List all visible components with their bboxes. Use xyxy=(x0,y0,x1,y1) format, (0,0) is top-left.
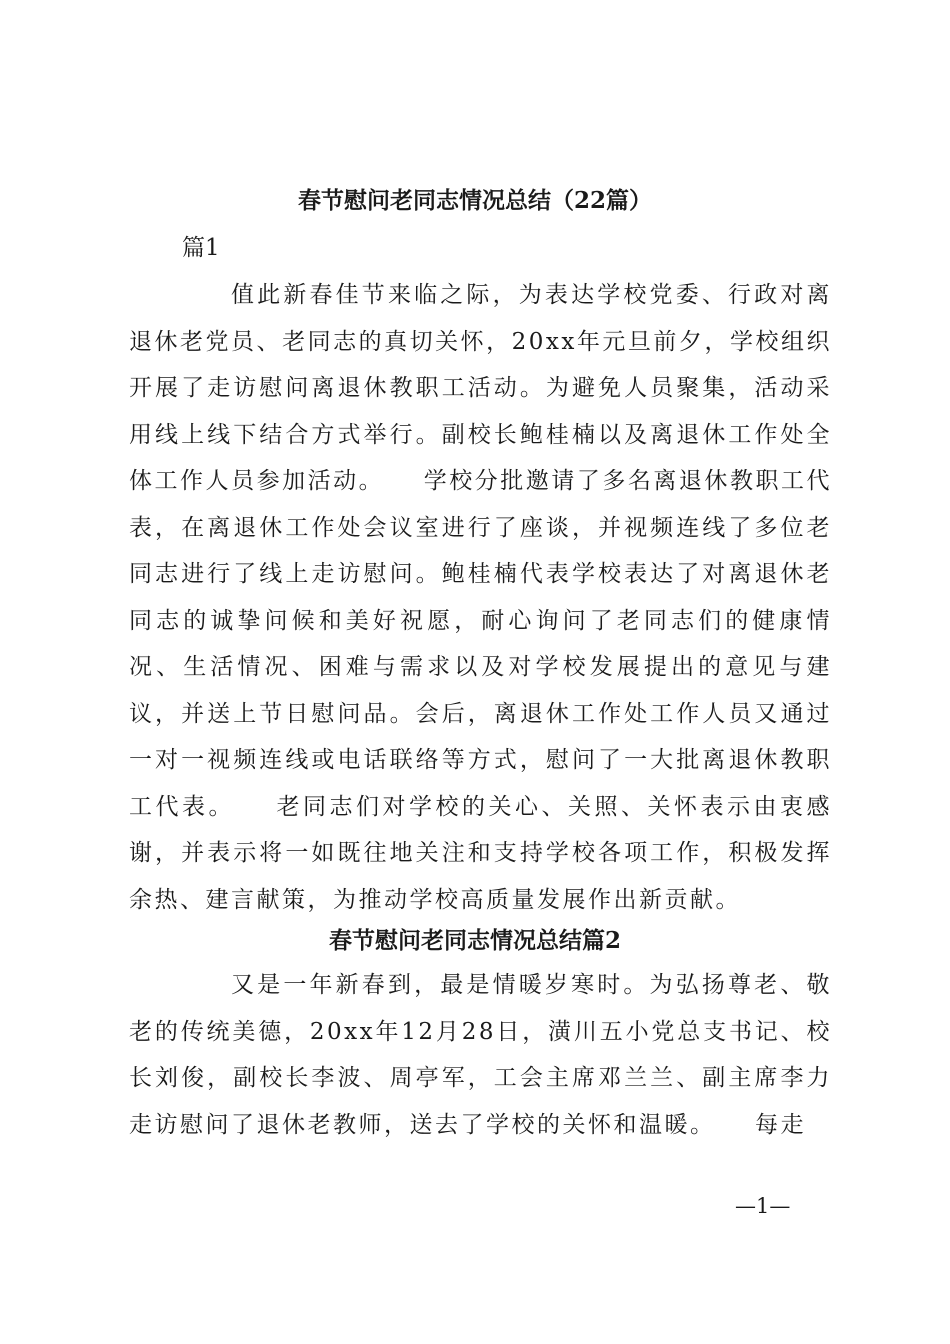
section-2-title: 春节慰问老同志情况总结篇2 xyxy=(328,927,621,954)
document-title: 春节慰问老同志情况总结（22篇） xyxy=(297,187,652,214)
section-2-paragraph: 又是一年新春到，最是情暖岁寒时。为弘扬尊老、敬老的传统美德，20xx年12月28日，潢川五小党总支书记、校长刘俊，副校长李波、周亭军，工会主席邓兰兰、副主席李力走访慰问了退休老教师，送去了学校的关怀和温暖。 每走 xyxy=(129,972,832,1138)
page-number: —1— xyxy=(735,1194,791,1218)
section-1-paragraph: 值此新春佳节来临之际，为表达学校党委、行政对离退休老党员、老同志的真切关怀，20xx年元旦前夕，学校组织开展了走访慰问离退休教职工活动。为避免人员聚集，活动采用线上线下结合方式举行。副校长鲍桂楠以及离退休工作处全体工作人员参加活动。 学校分批邀请了多名离退休教职工代表，在离退休工作处会议室进行了座谈，并视频连线了多位老同志进行了线上走访慰问。鲍桂楠代表学校表达了对离退休老同志的诚挚问候和美好祝愿，耐心询问了老同志们的健康情况、生活情况、困难与需求以及对学校发展提出的意见与建议，并送上节日慰问品。会后，离退休工作处工作人员又通过一对一视频连线或电话联络等方式，慰问了一大批离退休教职工代表。 老同志们对学校的关心、关照、关怀表示由衷感谢，并表示将一如既往地关注和支持学校各项工作，积极发挥余热、建言献策，为推动学校高质量发展作出新贡献。 xyxy=(129,282,832,913)
section-1-label: 篇1 xyxy=(182,235,220,261)
